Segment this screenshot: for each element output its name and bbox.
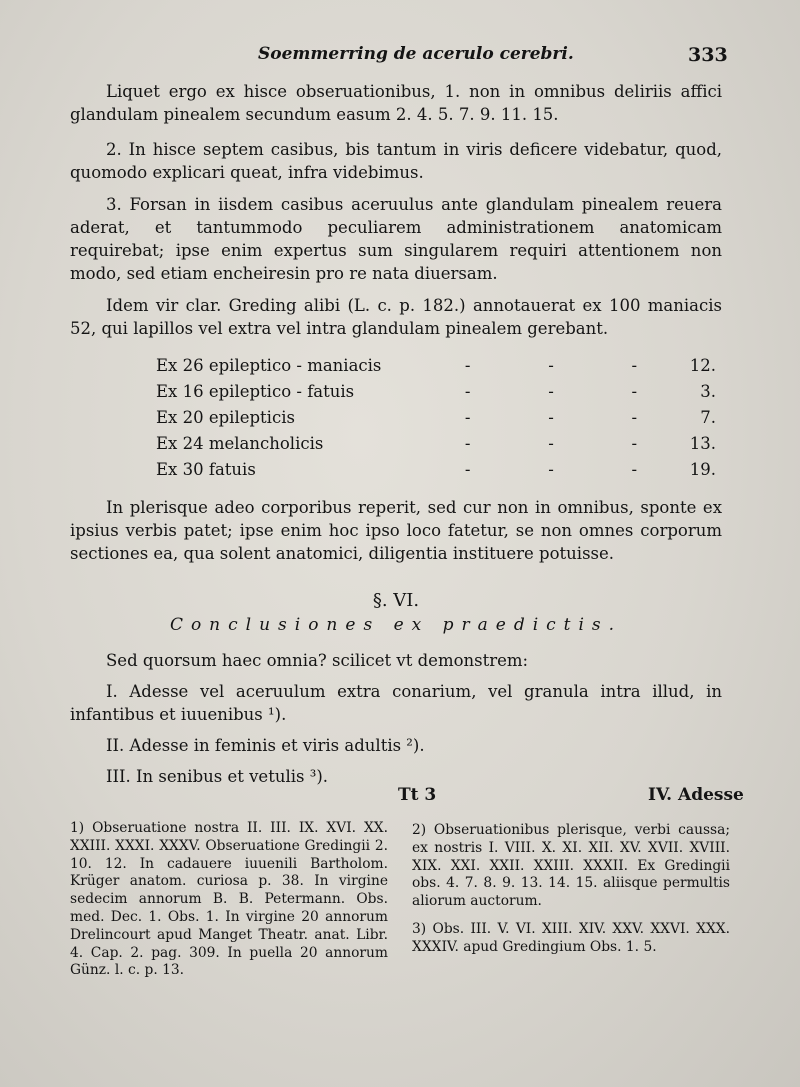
paragraph: 3. Forsan in iisdem casibus aceruulus ante glandulam pinealem reuera aderat, et tantummodo peculiarem administrationem anatomicam requirebat; ipse enim expertus sum singularem requiri attentionem non modo, sed etiam encheiresin pro re nata diuersam. bbox=[70, 195, 722, 283]
proposition: Sed quorsum haec omnia? scilicet vt demonstrem: bbox=[106, 651, 529, 670]
footnote-column-left bbox=[70, 820, 388, 990]
paragraph: 2. In hisce septem casibus, bis tantum in viris deficere videbatur, quod, quomodo explicari queat, infra videbimus. bbox=[70, 140, 722, 182]
list-leaders: - - - bbox=[464, 407, 638, 427]
list-leaders: - - - bbox=[464, 381, 638, 401]
list-value: 12. bbox=[689, 355, 716, 375]
signature-mark: Tt 3 bbox=[398, 785, 437, 805]
paragraph: Idem vir clar. Greding alibi (L. c. p. 182.) annotauerat ex 100 maniacis 52, qui lapillos vel extra vel intra glandulam pinealem gerebant. bbox=[70, 296, 722, 338]
catchword: IV. Adesse bbox=[648, 785, 744, 805]
footnote: 3) Obs. III. V. VI. XIII. XIV. XXV. XXVI. XXX. XXXIV. apud Gredingium Obs. 1. 5. bbox=[412, 920, 730, 955]
proposition: I. Adesse vel aceruulum extra conarium, vel granula intra illud, in infantibus et iuuenibus ¹). bbox=[70, 682, 722, 724]
proposition: III. In senibus et vetulis ³). bbox=[106, 767, 329, 786]
footnotes bbox=[70, 820, 730, 990]
paragraph: In plerisque adeo corporibus reperit, sed cur non in omnibus, sponte ex ipsius verbis patet; ipse enim hoc ipso loco fatetur, se non omnes corporum sectiones ea, qua solent anatomici, diligentia instituere potuisse. bbox=[70, 498, 722, 563]
list-row bbox=[156, 378, 716, 404]
signature-row bbox=[0, 785, 800, 809]
list-value: 19. bbox=[689, 459, 716, 479]
list-leaders: - - - bbox=[464, 355, 638, 375]
list-leaders: - - - bbox=[464, 433, 638, 453]
list-row bbox=[156, 352, 716, 378]
list-value: 13. bbox=[689, 433, 716, 453]
list-label: Ex 24 melancholicis bbox=[156, 433, 324, 453]
list-row bbox=[156, 456, 716, 482]
paragraph: Liquet ergo ex hisce obseruationibus, 1. non in omnibus deliriis affici glandulam pinealem secundum easum 2. 4. 5. 7. 9. 11. 15. bbox=[70, 82, 722, 124]
footnote: 1) Obseruatione nostra II. III. IX. XVI. XX. XXIII. XXXI. XXXV. Obseruatione Gredingii 2. 10. 12. In cadauere iuuenili Bartholom. Krüger anatom. curiosa p. 38. In virgine sedecim annorum B. B. Petermann. Obs. med. Dec. 1. Obs. 1. In virgine 20 annorum Drelincourt apud Manget Theatr. anat. Libr. 4. Cap. 2. pag. 309. In puella 20 annorum Günz. l. c. p. 13. bbox=[70, 820, 388, 979]
section-title: Conclusiones ex praedictis. bbox=[169, 615, 623, 635]
list-row bbox=[156, 404, 716, 430]
list-label: Ex 30 fatuis bbox=[156, 459, 256, 479]
statistics-list bbox=[156, 352, 716, 482]
proposition: II. Adesse in feminis et viris adultis ²). bbox=[106, 736, 425, 755]
list-label: Ex 16 epileptico - fatuis bbox=[156, 381, 355, 401]
list-value: 3. bbox=[700, 381, 716, 401]
page-header bbox=[0, 44, 800, 72]
list-row bbox=[156, 430, 716, 456]
list-leaders: - - - bbox=[464, 459, 638, 479]
body-text bbox=[70, 80, 722, 796]
list-label: Ex 26 epileptico - maniacis bbox=[156, 355, 382, 375]
list-label: Ex 20 epilepticis bbox=[156, 407, 295, 427]
section-number: §. VI. bbox=[372, 590, 420, 611]
footnote: 2) Obseruationibus plerisque, verbi caussa; ex nostris I. VIII. X. XI. XII. XV. XVII. XVIII. XIX. XXI. XXII. XXIII. XXXII. Ex Gredingii obs. 4. 7. 8. 9. 13. 14. 15. aliisque permultis aliorum auctorum. bbox=[412, 822, 730, 910]
list-value: 7. bbox=[700, 407, 716, 427]
footnote-column-right bbox=[412, 822, 730, 990]
page-number: 333 bbox=[688, 44, 728, 66]
running-title: Soemmerring de acerulo cerebri. bbox=[258, 44, 574, 64]
